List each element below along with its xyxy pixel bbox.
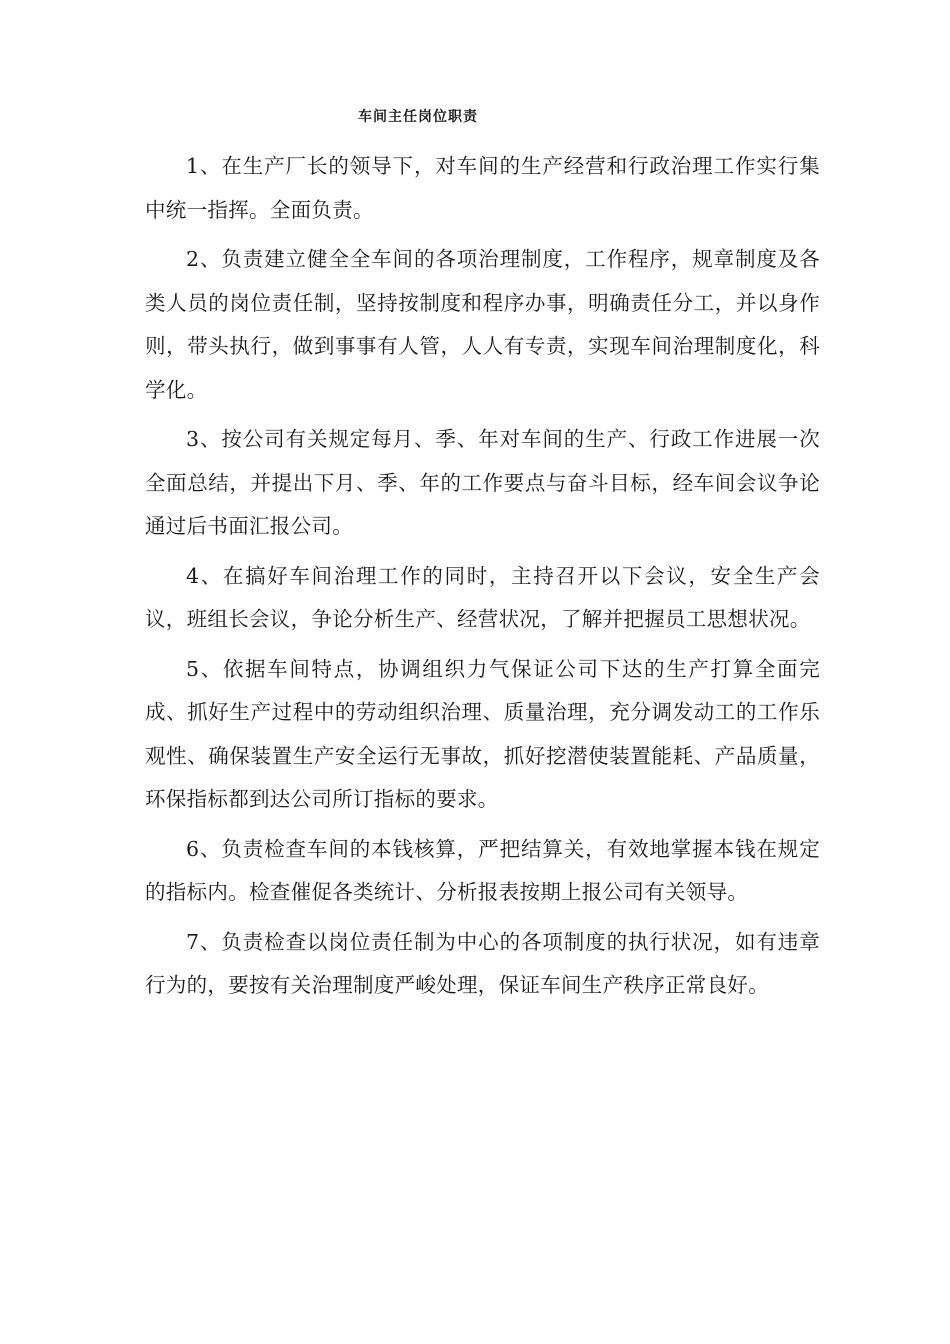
- paragraph-5: 5、依据车间特点，协调组织力气保证公司下达的生产打算全面完成、抓好生产过程中的劳动组织治理、质量治理，充分调发动工的工作乐观性、确保装置生产安全运行无事故，抓好挖潜使装置能耗、产品质量，环保指标都到达公司所订指标的要求。: [145, 656, 820, 811]
- paragraph-1: 1、在生产厂长的领导下，对车间的生产经营和行政治理工作实行集中统一指挥。全面负责。: [145, 154, 820, 222]
- document-title: 车间主任岗位职责: [358, 109, 478, 125]
- paragraph-4: 4、在搞好车间治理工作的同时，主持召开以下会议，安全生产会议，班组长会议，争论分析生产、经营状况，了解并把握员工思想状况。: [145, 563, 820, 631]
- paragraph-2: 2、负责建立健全全车间的各项治理制度，工作程序，规章制度及各类人员的岗位责任制，坚持按制度和程序办事，明确责任分工，并以身作则，带头执行，做到事事有人管，人人有专责，实现车间治理制度化，科学化。: [145, 247, 820, 402]
- paragraph-6: 6、负责检查车间的本钱核算，严把结算关，有效地掌握本钱在规定的指标内。检查催促各类统计、分析报表按期上报公司有关领导。: [145, 836, 820, 904]
- paragraph-7: 7、负责检查以岗位责任制为中心的各项制度的执行状况，如有违章行为的，要按有关治理制度严峻处理，保证车间生产秩序正常良好。: [145, 929, 820, 997]
- document-body: [145, 145, 820, 1014]
- paragraph-3: 3、按公司有关规定每月、季、年对车间的生产、行政工作进展一次全面总结，并提出下月、季、年的工作要点与奋斗目标，经车间会议争论通过后书面汇报公司。: [145, 427, 820, 538]
